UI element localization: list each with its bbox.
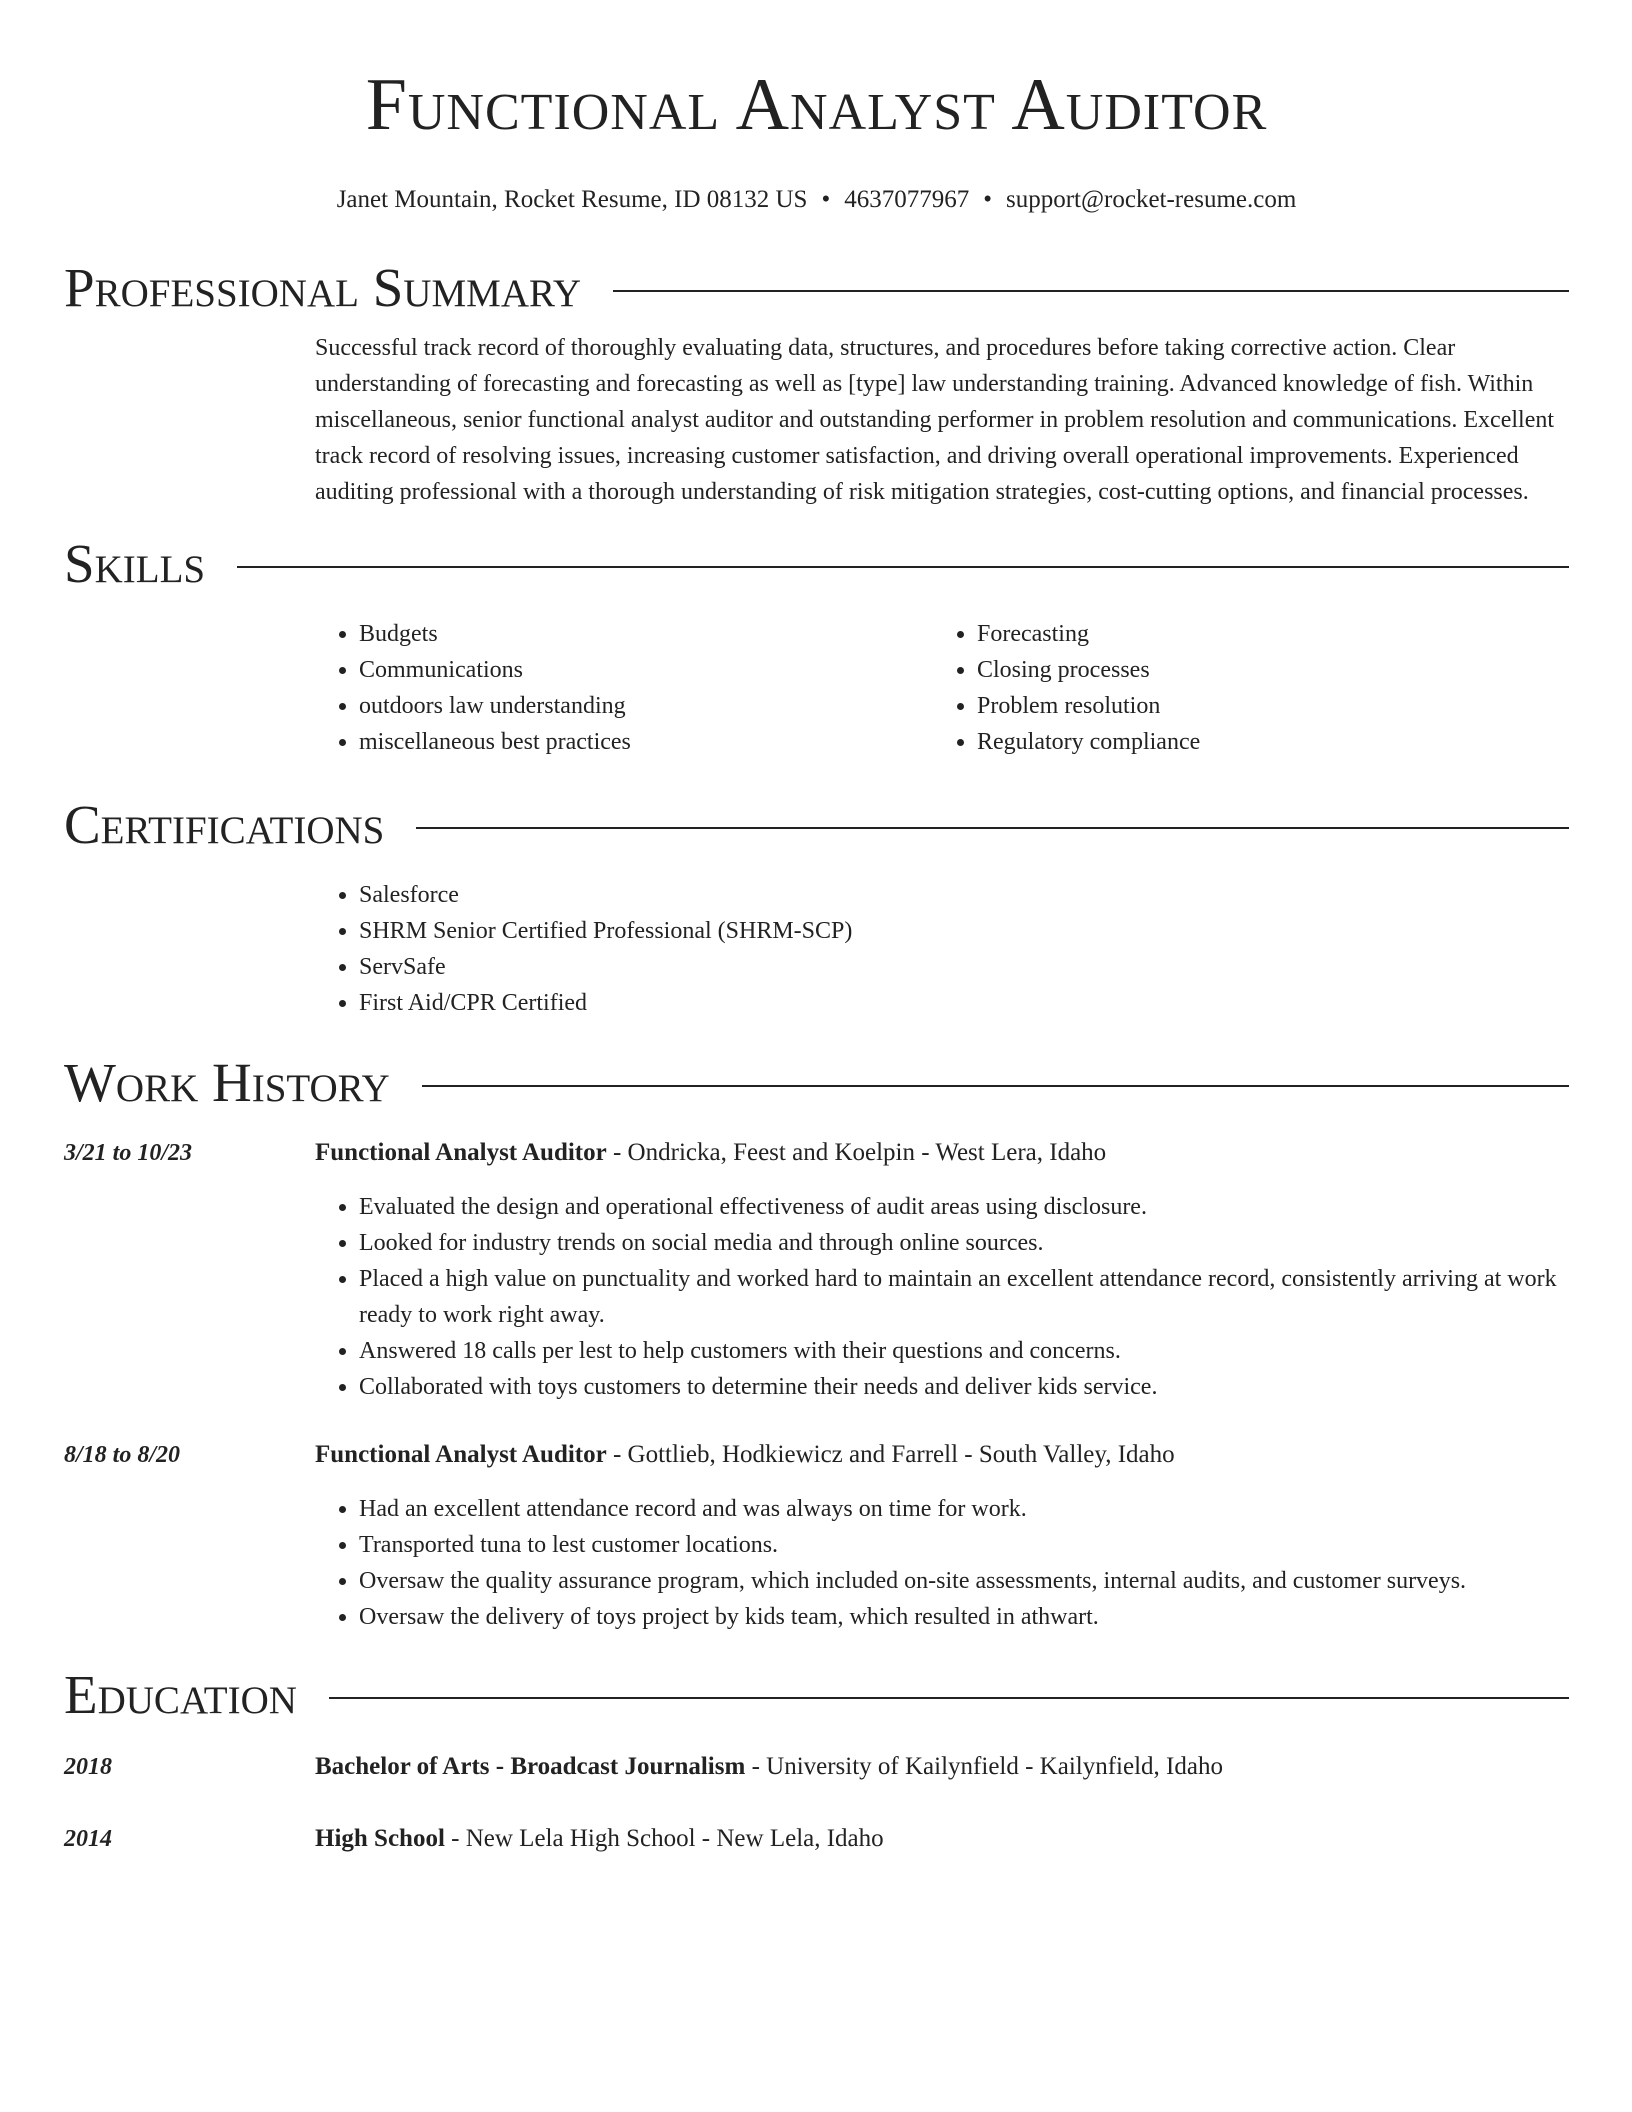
contact-separator: • [983,186,992,213]
job-headline [315,1437,1569,1473]
skills-section-body [64,616,1569,760]
education-school: - University of Kailynfield - Kailynfield, Idaho [745,1753,1223,1780]
summary-section-body [64,330,1569,510]
contact-email: support@rocket-resume.com [1006,186,1297,213]
job-details [315,1135,1569,1405]
education-degree: Bachelor of Arts - Broadcast Journalism [315,1753,746,1780]
skill-item: • outdoors law understanding [359,688,933,724]
summary-section-title: Professional Summary [64,257,582,318]
job-dates: 8/18 to 8/20 [64,1442,181,1468]
certifications-list [315,877,1569,1021]
summary-section-header [64,254,1569,322]
education-section-header [64,1661,1569,1729]
contact-line [64,184,1569,216]
skill-item: • Problem resolution [977,688,1551,724]
skill-item: • Communications [359,652,933,688]
section-divider [329,1697,1569,1699]
contact-address: Janet Mountain, Rocket Resume, ID 08132 US [336,186,808,213]
job-employer: - Gottlieb, Hodkiewicz and Farrell - South Valley, Idaho [606,1441,1175,1468]
section-divider [416,827,1569,829]
education-details [315,1749,1569,1785]
skills-section-title: Skills [64,533,206,594]
education-entry [64,1749,1569,1785]
job-bullet: • Evaluated the design and operational effectiveness of audit areas using disclosure. [359,1189,1569,1225]
skills-grid [315,616,1569,760]
job-headline [315,1135,1569,1171]
skills-section-header [64,530,1569,598]
skill-item: • Regulatory compliance [977,724,1551,760]
certification-item: • ServSafe [359,949,1569,985]
job-bullet: • Oversaw the delivery of toys project by kids team, which resulted in athwart. [359,1599,1569,1635]
skill-item: • Forecasting [977,616,1551,652]
resume-name-heading: Functional Analyst Auditor [365,64,1268,146]
contact-separator: • [821,186,831,213]
education-headline [315,1749,1569,1785]
skills-list-left [315,616,933,760]
education-section-title: Education [64,1664,297,1725]
job-bullet: • Looked for industry trends on social media and through online sources. [359,1225,1569,1261]
job-bullet: • Oversaw the quality assurance program, which included on-site assessments, internal audits, and customer surveys. [359,1563,1569,1599]
education-headline [315,1821,1569,1857]
education-entry [64,1821,1569,1857]
education-year: 2014 [64,1826,112,1852]
summary-text: Successful track record of thoroughly evaluating data, structures, and procedures before taking corrective action. Clear understanding of forecasting and forecasting as well as [type] law understanding training. Advanced knowledge of fish. Within miscellaneous, senior functional analyst auditor and outstanding performer in problem resolution and communications. Excellent track record of resolving issues, increasing customer satisfaction, and driving overall operational improvements. Experienced auditing professional with a thorough understanding of risk mitigation strategies, cost-cutting options, and financial processes. [315,335,1555,505]
job-role: Functional Analyst Auditor [315,1441,607,1468]
job-details [315,1437,1569,1635]
job-bullets [315,1491,1569,1635]
job-bullet: • Transported tuna to lest customer locations. [359,1527,1569,1563]
certifications-section-body [64,877,1569,1021]
job-entry [64,1135,1569,1405]
education-degree: High School [315,1825,445,1852]
job-bullet: • Had an excellent attendance record and was always on time for work. [359,1491,1569,1527]
section-divider [613,290,1569,292]
section-divider [237,566,1569,568]
certifications-section-title: Certifications [64,794,385,855]
work-section-header [64,1049,1569,1117]
job-bullet: • Placed a high value on punctuality and worked hard to maintain an excellent attendance record, consistently arriving at work ready to work right away. [359,1261,1569,1333]
work-section-title: Work History [64,1052,390,1113]
education-details [315,1821,1569,1857]
job-employer: - Ondricka, Feest and Koelpin - West Lera, Idaho [606,1139,1107,1166]
skills-list-right [933,616,1551,760]
skill-item: • Budgets [359,616,933,652]
job-role: Functional Analyst Auditor [315,1139,607,1166]
contact-phone: 4637077967 [844,186,970,213]
job-dates: 3/21 to 10/23 [64,1140,193,1166]
certification-item: • SHRM Senior Certified Professional (SHRM-SCP) [359,913,1569,949]
education-school: - New Lela High School - New Lela, Idaho [444,1825,884,1852]
skill-item: • Closing processes [977,652,1551,688]
certifications-section-header [64,791,1569,859]
certification-item: • First Aid/CPR Certified [359,985,1569,1021]
certification-item: • Salesforce [359,877,1569,913]
resume-page [64,0,1569,1857]
section-divider [422,1085,1569,1087]
job-bullet: • Answered 18 calls per lest to help customers with their questions and concerns. [359,1333,1569,1369]
skill-item: • miscellaneous best practices [359,724,933,760]
job-bullet: • Collaborated with toys customers to determine their needs and deliver kids service. [359,1369,1569,1405]
education-year: 2018 [64,1754,112,1780]
job-entry [64,1437,1569,1635]
job-bullets [315,1189,1569,1405]
